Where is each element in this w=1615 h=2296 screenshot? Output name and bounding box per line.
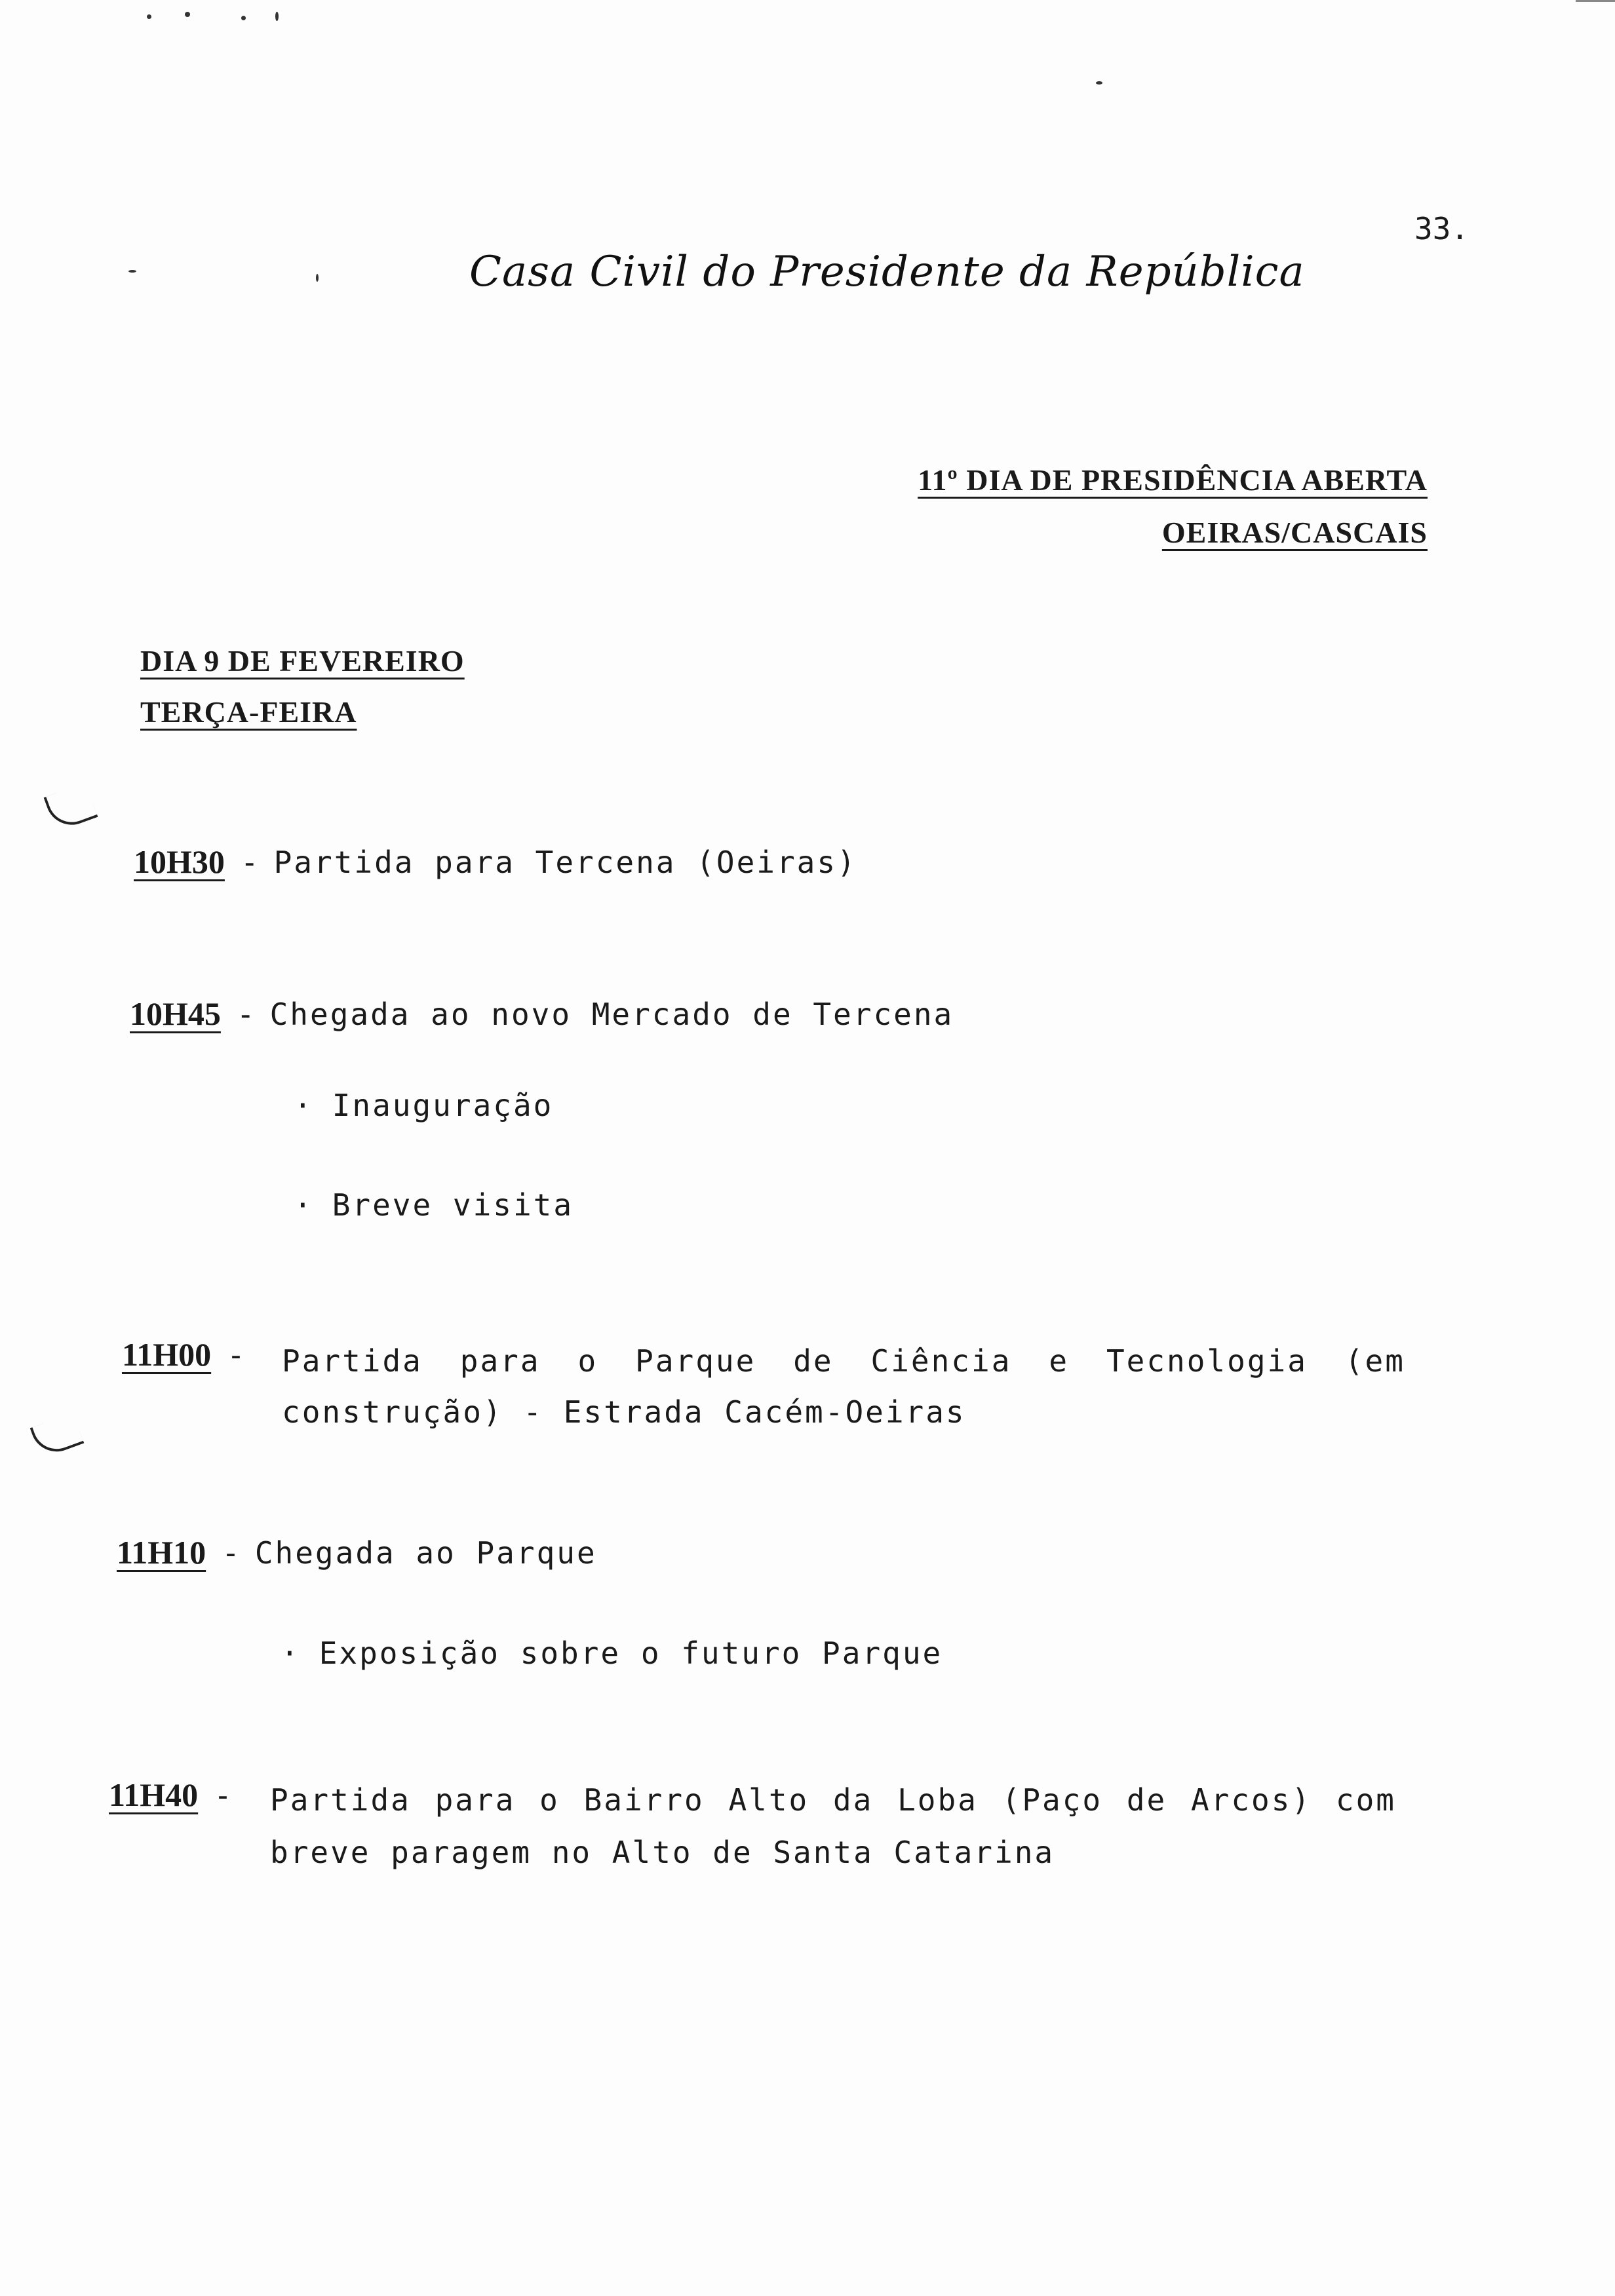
schedule-entry: 10H45 - Chegada ao novo Mercado de Tercena [130,995,954,1032]
schedule-entry: 11H40 - [109,1776,234,1813]
entry-time: 11H00 [122,1336,212,1373]
entry-time: 10H30 [134,843,225,880]
entry-time: 11H40 [109,1776,199,1813]
entry-bullet: · Breve visita [294,1187,574,1223]
scan-speck [275,12,279,21]
scan-speck [241,16,246,20]
entry-description-line: Partida para o Bairro Alto da Loba (Paço de Arcos) com [270,1782,1396,1818]
entry-description-continuation: construção) - Estrada Cacém-Oeiras [282,1394,966,1430]
scan-speck [147,14,151,19]
document-title: 11º DIA DE PRESIDÊNCIA ABERTA [918,463,1428,497]
margin-check-mark [30,1413,85,1459]
scan-speck [316,274,319,282]
scan-speck [1096,81,1102,85]
schedule-entry: 11H00 - [122,1336,247,1373]
entry-description: Chegada ao Parque [254,1535,597,1571]
document-subtitle: OEIRAS/CASCAIS [1161,516,1428,549]
page-number: 33. [1414,211,1469,246]
scan-speck [185,12,190,17]
entry-description: Chegada ao novo Mercado de Tercena [269,997,954,1032]
margin-check-mark [43,782,98,832]
entry-bullet: · Inauguração [294,1088,554,1123]
date-heading: DIA 9 DE FEVEREIRO [140,644,465,678]
scan-speck [128,270,136,273]
entry-time: 10H45 [130,995,221,1032]
letterhead: Casa Civil do Presidente da República [469,248,1305,296]
entry-time: 11H10 [117,1534,206,1571]
entry-description-line: Partida para o Parque de Ciência e Tecnologia (em [282,1343,1405,1379]
entry-bullet: · Exposição sobre o futuro Parque [281,1636,943,1671]
schedule-entry: 11H10 - Chegada ao Parque [117,1534,597,1571]
scan-edge-line [1576,0,1615,2]
weekday-heading: TERÇA-FEIRA [140,695,357,729]
entry-description-continuation: breve paragem no Alto de Santa Catarina [270,1835,1055,1870]
schedule-entry: 10H30 - Partida para Tercena (Oeiras) [134,843,857,880]
entry-description: Partida para Tercena (Oeiras) [273,845,857,880]
